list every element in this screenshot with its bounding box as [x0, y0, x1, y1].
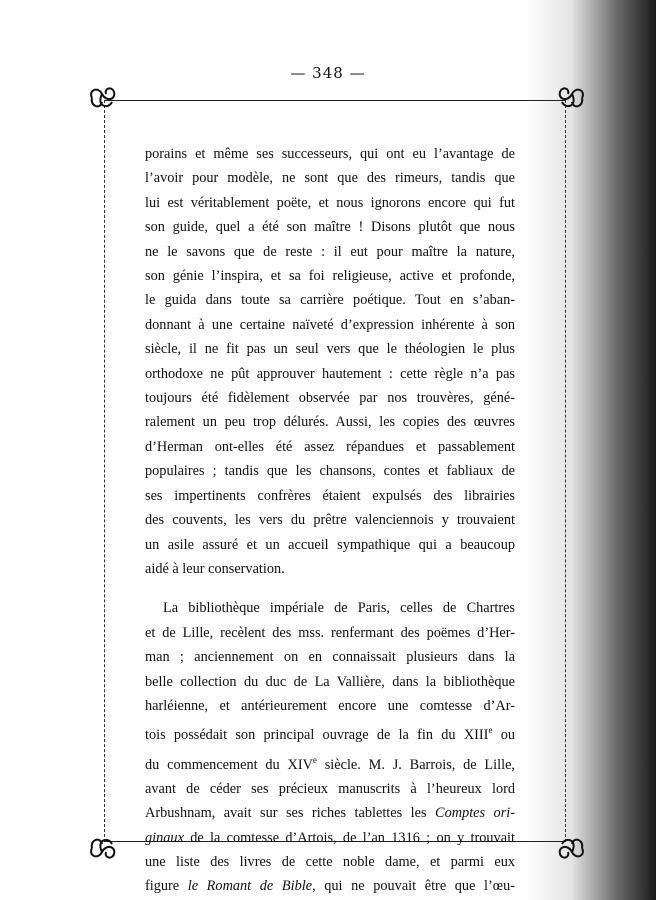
italic-title: Comptes ori- — [435, 805, 515, 822]
text-line: une liste des livres de cette noble dame, et parmi eux — [145, 853, 515, 870]
text-segment: , qui ne pouvait être que l’œu- — [312, 878, 515, 895]
page-number: — 348 — — [290, 64, 366, 82]
text-line: porains et même ses successeurs, qui ont eu l’avantage de — [145, 146, 515, 162]
text-line: La bibliothèque impériale de Paris, celles de Chartres — [163, 600, 515, 617]
text-line: ses impertinents confrères étaient expulsés des librairies — [145, 487, 515, 504]
corner-ornament-top-right-icon — [554, 84, 588, 112]
text-line: siècle, il ne fit pas un seul vers que le théologien le plus — [145, 341, 515, 358]
paragraph-1 — [145, 142, 515, 581]
superscript: e — [312, 754, 317, 765]
text-line: le guida dans toute sa carrière poétique. Tout en s’aban- — [145, 292, 515, 309]
text-line: man ; anciennement on en connaissait plusieurs dans la — [145, 649, 515, 666]
text-line: et de Lille, recèlent des mss. renfermant des poëmes d’Her- — [145, 624, 515, 641]
corner-ornament-bottom-left-icon — [86, 834, 120, 862]
text-segment: siècle. M. J. Barrois, de Lille, — [316, 756, 516, 773]
text-line: donnant à une certaine naïveté d’expression inhérente à son — [145, 316, 515, 333]
text-segment: ou — [492, 727, 516, 744]
text-line: son génie l’inspira, et sa foi religieuse, active et profonde, — [145, 268, 515, 285]
text-line — [145, 801, 515, 825]
text-segment: figure — [145, 878, 188, 895]
text-line: lui est véritablement poëte, et nous ignorons encore qui fut — [145, 194, 515, 211]
text-line: toujours été fidèlement observée par nos trouvères, géné- — [145, 390, 515, 407]
italic-title: le Romant de Bible — [187, 878, 313, 895]
text-line: l’avoir pour modèle, ne sont que des rimeurs, tandis que — [145, 170, 515, 187]
text-line: un asile assuré et un accueil sympathique qui a beaucoup — [145, 536, 515, 553]
text-segment: de la comtesse d’Artois, de l’an 1316 ; on y trouvait — [183, 829, 515, 846]
text-line — [145, 874, 515, 898]
text-segment: du commencement du XIV — [145, 756, 313, 773]
text-line: populaires ; tandis que les chansons, contes et fabliaux de — [145, 463, 515, 480]
paragraph-2 — [145, 596, 515, 898]
text-line: ne le savons que de reste : il eut pour maître la nature, — [145, 243, 515, 260]
italic-title: ginaux — [145, 829, 184, 846]
corner-ornament-top-left-icon — [86, 84, 120, 112]
text-line: son guide, quel a été son maître ! Disons plutôt que nous — [145, 219, 515, 236]
body-text — [145, 142, 515, 899]
text-line: orthodoxe ne pût approuver hautement : cette règle n’a pas — [145, 365, 515, 382]
text-line: avant de céder ses précieux manuscrits à l’heureux lord — [145, 780, 515, 797]
text-segment: tois possédait son principal ouvrage de la fin du XIII — [145, 727, 489, 744]
text-line — [145, 748, 515, 777]
text-line: d’Herman ont-elles été assez répandues et passablement — [145, 438, 515, 455]
text-segment: Arbushnam, avait sur ses riches tablettes les — [145, 805, 436, 822]
text-line: des couvents, les vers du prêtre valenciennois y trouvaient — [145, 512, 515, 529]
text-line: aidé à leur conservation. — [145, 560, 285, 577]
text-line — [145, 826, 515, 850]
corner-ornament-bottom-right-icon — [554, 834, 588, 862]
text-line — [145, 718, 515, 747]
text-line: belle collection du duc de La Vallière, dans la bibliothèque — [145, 673, 515, 690]
text-line: ralement un peu trop délurés. Aussi, les copies des œuvres — [145, 414, 515, 431]
text-line: harléienne, et antérieurement encore une comtesse d’Ar- — [145, 697, 515, 714]
superscript: e — [488, 725, 493, 736]
